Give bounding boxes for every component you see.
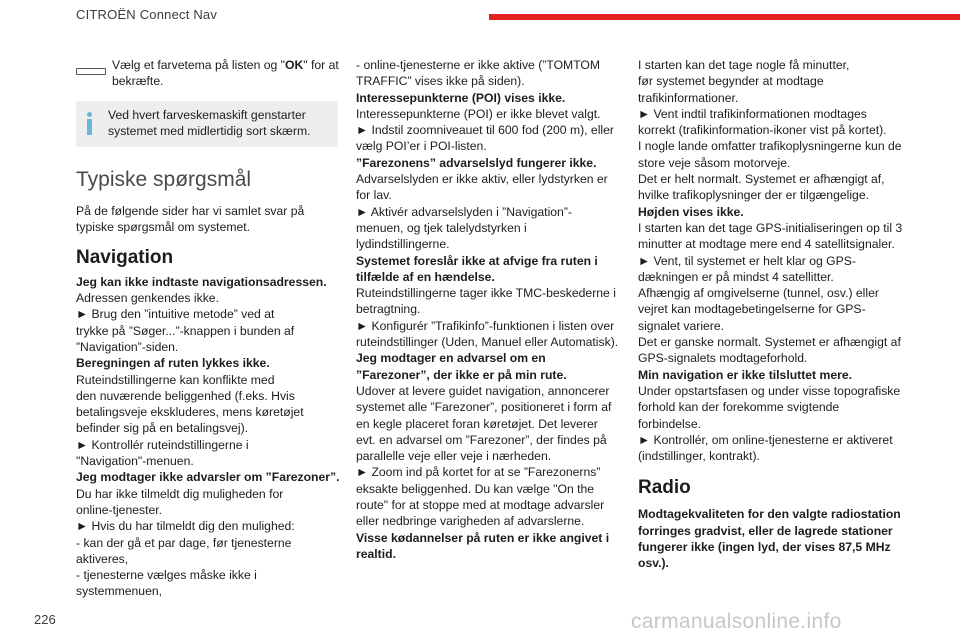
answer-text-line: - online-tjenesterne er ikke aktive (”TOMTOM bbox=[356, 58, 601, 72]
answer-text-line: online-tjenester. bbox=[76, 502, 163, 517]
question-heading-line: tilfælde af en hændelse. bbox=[356, 269, 495, 284]
question-heading-line: ”Farezonens” advarselslyd fungerer ikke. bbox=[356, 155, 597, 170]
answer-text-line: trykke på ”Søger...”-knappen i bunden af bbox=[76, 323, 295, 338]
answer-text-line: Interessepunkterne (POI) er ikke blevet valgt. bbox=[356, 106, 601, 121]
answer-text-line: en kegle placeret foran køretøjet. Det leverer bbox=[356, 416, 598, 431]
answer-text-line: ► Vent indtil trafikinformationen modtages bbox=[638, 106, 867, 121]
answer-text-line: betragtning. bbox=[356, 302, 421, 317]
answer-text-line: Det er helt normalt. Systemet er afhængigt af, bbox=[638, 172, 885, 187]
answer-text-line: GPS-signalets modtageforhold. bbox=[638, 351, 808, 366]
answer-text-line: Det er ganske normalt. Systemet er afhængigt af bbox=[638, 335, 901, 350]
answer-text-line: route" for at stoppe med at modtage advarsler bbox=[356, 498, 605, 513]
question-heading-line: osv.). bbox=[638, 556, 669, 571]
answer-text-line: minutter at modtage mere end 4 satellitsignaler. bbox=[638, 237, 895, 252]
answer-text-line: ► Aktivér advarselslyden i ”Navigation”- bbox=[356, 204, 572, 219]
answer-text-line: evt. en advarsel om ”Farezoner”, der findes på bbox=[356, 432, 607, 447]
header-accent-bar bbox=[489, 14, 960, 20]
answer-text-line: aktiveres, bbox=[76, 551, 129, 566]
column-1 bbox=[76, 57, 338, 600]
question-heading-line: Modtagekvaliteten for den valgte radiostation bbox=[638, 507, 901, 522]
question-heading-line: forringes gradvist, eller de lagrede stationer bbox=[638, 523, 893, 538]
header-title: CITROËN Connect Nav bbox=[76, 7, 218, 22]
question-heading-line: Systemet foreslår ikke at afvige fra ruten i bbox=[356, 253, 598, 268]
section-intro-line: På de følgende sider har vi samlet svar på bbox=[76, 204, 305, 219]
column-3 bbox=[638, 57, 930, 572]
note-line: systemet med midlertidig sort skærm. bbox=[108, 123, 311, 138]
answer-text-line: parallelle veje eller veje i nærheden. bbox=[356, 449, 552, 464]
answer-text-line: store veje såsom motorveje. bbox=[638, 155, 791, 170]
question-heading-line: Min navigation er ikke tilsluttet mere. bbox=[638, 367, 853, 382]
answer-text-line: ► Brug den ”intuitive metode” ved at bbox=[76, 307, 275, 322]
instruction-line: bekræfte. bbox=[112, 74, 164, 89]
page-number: 226 bbox=[34, 612, 56, 627]
answer-text-line: ► Kontrollér ruteindstillingerne i bbox=[76, 437, 249, 452]
answer-text-line: eksakte beliggenhed. Du kan vælge "On the bbox=[356, 481, 595, 496]
info-icon bbox=[84, 107, 108, 140]
answer-text-line: den nuværende beliggenhed (f.eks. Hvis bbox=[76, 388, 295, 403]
answer-text-line: hvilke trafikoplysninger der er tilgængelige. bbox=[638, 188, 870, 203]
answer-text-line: befinder sig på en betalingsvej). bbox=[76, 421, 249, 436]
answer-text-line: Du har ikke tilmeldt dig muligheden for bbox=[76, 486, 284, 501]
answer-text-line: ”Navigation”-siden. bbox=[76, 339, 179, 354]
question-heading-line: Interessepunkterne (POI) vises ikke. bbox=[356, 90, 566, 105]
column-2 bbox=[356, 57, 620, 562]
navigation-faq-text bbox=[638, 57, 930, 464]
answer-text-line: systemet alle ”Farezoner”, positioneret i form af bbox=[356, 400, 612, 415]
navigation-faq-text bbox=[356, 57, 620, 562]
color-theme-instruction bbox=[76, 57, 338, 90]
answer-text-line: menuen, og tjek talelydstyrken i bbox=[356, 220, 527, 235]
answer-text-line: ► Zoom ind på kortet for at se ”Farezonerns” bbox=[356, 465, 601, 480]
answer-text-line: I starten kan det tage nogle få minutter, bbox=[638, 58, 850, 72]
answer-text-line: dækningen er på mindst 4 satellitter. bbox=[638, 269, 834, 284]
answer-text-line: trafikinformationer. bbox=[638, 90, 739, 105]
answer-text-line: forbindelse. bbox=[638, 416, 702, 431]
navigation-heading: Navigation bbox=[76, 246, 174, 268]
answer-text-line: lydindstillingerne. bbox=[356, 237, 450, 252]
answer-text-line: Ruteindstillingerne kan konflikte med bbox=[76, 372, 275, 387]
screen-display-icon bbox=[76, 68, 112, 75]
answer-text-line: før systemet begynder at modtage bbox=[638, 74, 824, 89]
question-heading-line: Jeg kan ikke indtaste navigationsadressen. bbox=[76, 274, 327, 289]
answer-text-line: ► Kontrollér, om online-tjenesterne er aktiveret bbox=[638, 432, 893, 447]
answer-text-line: systemmenuen, bbox=[76, 584, 163, 599]
answer-text-line: I nogle lande omfatter trafikoplysningerne kun de bbox=[638, 139, 902, 154]
answer-text-line: for lav. bbox=[356, 188, 392, 203]
section-intro-line: typiske spørgsmål om systemet. bbox=[76, 220, 251, 235]
question-heading-line: Jeg modtager ikke advarsler om ”Farezoner”. bbox=[76, 470, 340, 485]
answer-text-line: vælg POI’er i POI-listen. bbox=[356, 139, 487, 154]
answer-text-line: ► Vent, til systemet er helt klar og GPS- bbox=[638, 253, 856, 268]
answer-text-line: ► Konfigurér ”Trafikinfo”-funktionen i listen over bbox=[356, 318, 615, 333]
instruction-line: Vælg et farvetema på listen og "OK" for at bbox=[112, 58, 339, 72]
answer-text-line: Adressen genkendes ikke. bbox=[76, 291, 219, 306]
answer-text-line: eller nedbringe varigheden af advarslerne. bbox=[356, 514, 585, 529]
answer-text-line: "Navigation"-menuen. bbox=[76, 454, 194, 469]
answer-text-line: Afhængig af omgivelserne (tunnel, osv.) eller bbox=[638, 286, 879, 301]
answer-text-line: ► Hvis du har tilmeldt dig den mulighed: bbox=[76, 519, 295, 534]
question-heading-line: Visse kødannelser på ruten er ikke angivet i bbox=[356, 530, 610, 545]
answer-text-line: forhold kan der forekomme svigtende bbox=[638, 400, 840, 415]
note-line: Ved hvert farveskemaskift genstarter bbox=[108, 107, 306, 122]
section-title: Typiske spørgsmål bbox=[76, 168, 252, 192]
answer-text-line: - kan der gå et par dage, før tjenesterne bbox=[76, 535, 292, 550]
answer-text-line: ruteindstillinger (Uden, Manuel eller Automatisk). bbox=[356, 335, 619, 350]
answer-text-line: vejret kan modtagebetingelserne for GPS- bbox=[638, 302, 866, 317]
watermark: carmanualsonline.info bbox=[631, 610, 842, 633]
answer-text-line: signalet variere. bbox=[638, 318, 725, 333]
question-heading-line: Jeg modtager en advarsel om en bbox=[356, 351, 546, 366]
answer-text-line: Under opstartsfasen og under visse topografiske bbox=[638, 383, 901, 398]
radio-faq-text bbox=[638, 506, 930, 571]
answer-text-line: korrekt (trafikinformation-ikoner vist på kortet). bbox=[638, 123, 887, 138]
question-heading-line: Højden vises ikke. bbox=[638, 204, 744, 219]
answer-text-line: Udover at levere guidet navigation, annoncerer bbox=[356, 383, 610, 398]
question-heading-line: realtid. bbox=[356, 546, 396, 561]
answer-text-line: I starten kan det tage GPS-initialiseringen op til 3 bbox=[638, 220, 903, 235]
radio-heading: Radio bbox=[638, 477, 691, 499]
answer-text-line: ► Indstil zoomniveauet til 600 fod (200 m), eller bbox=[356, 123, 614, 138]
question-heading-line: fungerer ikke (ingen lyd, der vises 87,5 MHz bbox=[638, 540, 891, 555]
info-note bbox=[76, 101, 338, 148]
question-heading-line: Beregningen af ruten lykkes ikke. bbox=[76, 356, 270, 371]
navigation-faq-text bbox=[76, 274, 338, 600]
question-heading-line: ”Farezoner”, der ikke er på min rute. bbox=[356, 367, 567, 382]
answer-text-line: (indstillinger, kontrakt). bbox=[638, 449, 760, 464]
answer-text-line: Advarselslyden er ikke aktiv, eller lydstyrken er bbox=[356, 172, 608, 187]
answer-text-line: betalingsveje ekskluderes, mens køretøjet bbox=[76, 405, 304, 420]
answer-text-line: - tjenesterne vælges måske ikke i bbox=[76, 568, 257, 583]
answer-text-line: Ruteindstillingerne tager ikke TMC-beskederne i bbox=[356, 286, 616, 301]
answer-text-line: TRAFFIC” vises ikke på siden). bbox=[356, 74, 525, 89]
